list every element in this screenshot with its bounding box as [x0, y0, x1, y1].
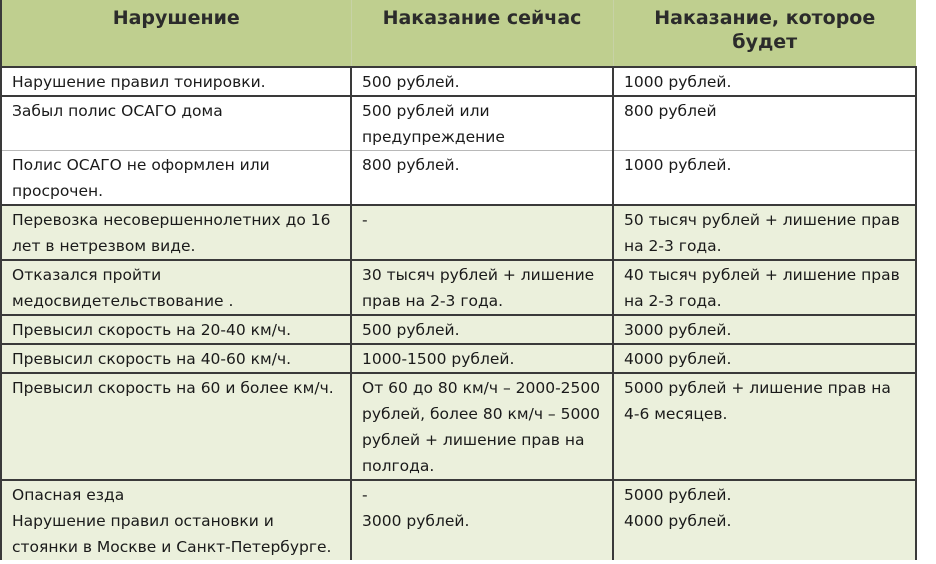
cell-current-penalty: От 60 до 80 км/ч – 2000-2500 рублей, более 80 км/ч – 5000 рублей + лишение прав на полгода. [351, 373, 613, 480]
cell-violation: Превысил скорость на 20-40 км/ч. [1, 315, 351, 344]
table-row [1, 205, 916, 260]
cell-violation: Перевозка несовершеннолетних до 16 лет в нетрезвом виде. [1, 205, 351, 260]
cell-violation: Забыл полис ОСАГО дома [1, 96, 351, 151]
cell-future-penalty: 3000 рублей. [613, 315, 916, 344]
cell-future-dangerous-driving: 5000 рублей. [624, 486, 732, 504]
cell-future-penalty: 50 тысяч рублей + лишение прав на 2-3 года. [613, 205, 916, 260]
table-row [1, 344, 916, 373]
cell-future-penalty: 40 тысяч рублей + лишение прав на 2-3 года. [613, 260, 916, 315]
table-row [1, 67, 916, 96]
cell-violation: Полис ОСАГО не оформлен или просрочен. [1, 151, 351, 206]
header-violation: Нарушение [1, 0, 351, 67]
table-row [1, 480, 916, 560]
cell-future-penalty: 1000 рублей. [613, 67, 916, 96]
cell-current-penalty: 500 рублей или предупреждение [351, 96, 613, 151]
cell-future-penalty: 4000 рублей. [613, 344, 916, 373]
cell-violation: Отказался пройти медосвидетельствование . [1, 260, 351, 315]
cell-current-parking: 3000 рублей. [362, 512, 470, 530]
cell-violation: Превысил скорость на 60 и более км/ч. [1, 373, 351, 480]
table-row [1, 315, 916, 344]
header-future-penalty: Наказание, которое будет [613, 0, 916, 67]
table-row [1, 260, 916, 315]
cell-current-penalty [351, 480, 613, 560]
cell-current-penalty: 800 рублей. [351, 151, 613, 206]
cell-violation-dangerous-driving: Опасная езда [12, 486, 125, 504]
cell-future-penalty: 5000 рублей + лишение прав на 4-6 месяцев. [613, 373, 916, 480]
cell-current-penalty: 1000-1500 рублей. [351, 344, 613, 373]
cell-current-penalty: 500 рублей. [351, 315, 613, 344]
cell-violation: Нарушение правил тонировки. [1, 67, 351, 96]
table-row [1, 96, 916, 151]
cell-future-parking: 4000 рублей. [624, 512, 732, 530]
table-header-row [1, 0, 916, 67]
cell-violation [1, 480, 351, 560]
table-row [1, 151, 916, 206]
cell-current-dangerous-driving: - [362, 486, 368, 504]
cell-violation: Превысил скорость на 40-60 км/ч. [1, 344, 351, 373]
cell-future-penalty: 800 рублей [613, 96, 916, 151]
cell-current-penalty: 500 рублей. [351, 67, 613, 96]
header-current-penalty: Наказание сейчас [351, 0, 613, 67]
table-row [1, 373, 916, 480]
cell-current-penalty: - [351, 205, 613, 260]
cell-violation-parking: Нарушение правил остановки и стоянки в Москве и Санкт-Петербурге. [12, 512, 332, 556]
cell-future-penalty: 1000 рублей. [613, 151, 916, 206]
cell-current-penalty: 30 тысяч рублей + лишение прав на 2-3 года. [351, 260, 613, 315]
cell-future-penalty [613, 480, 916, 560]
